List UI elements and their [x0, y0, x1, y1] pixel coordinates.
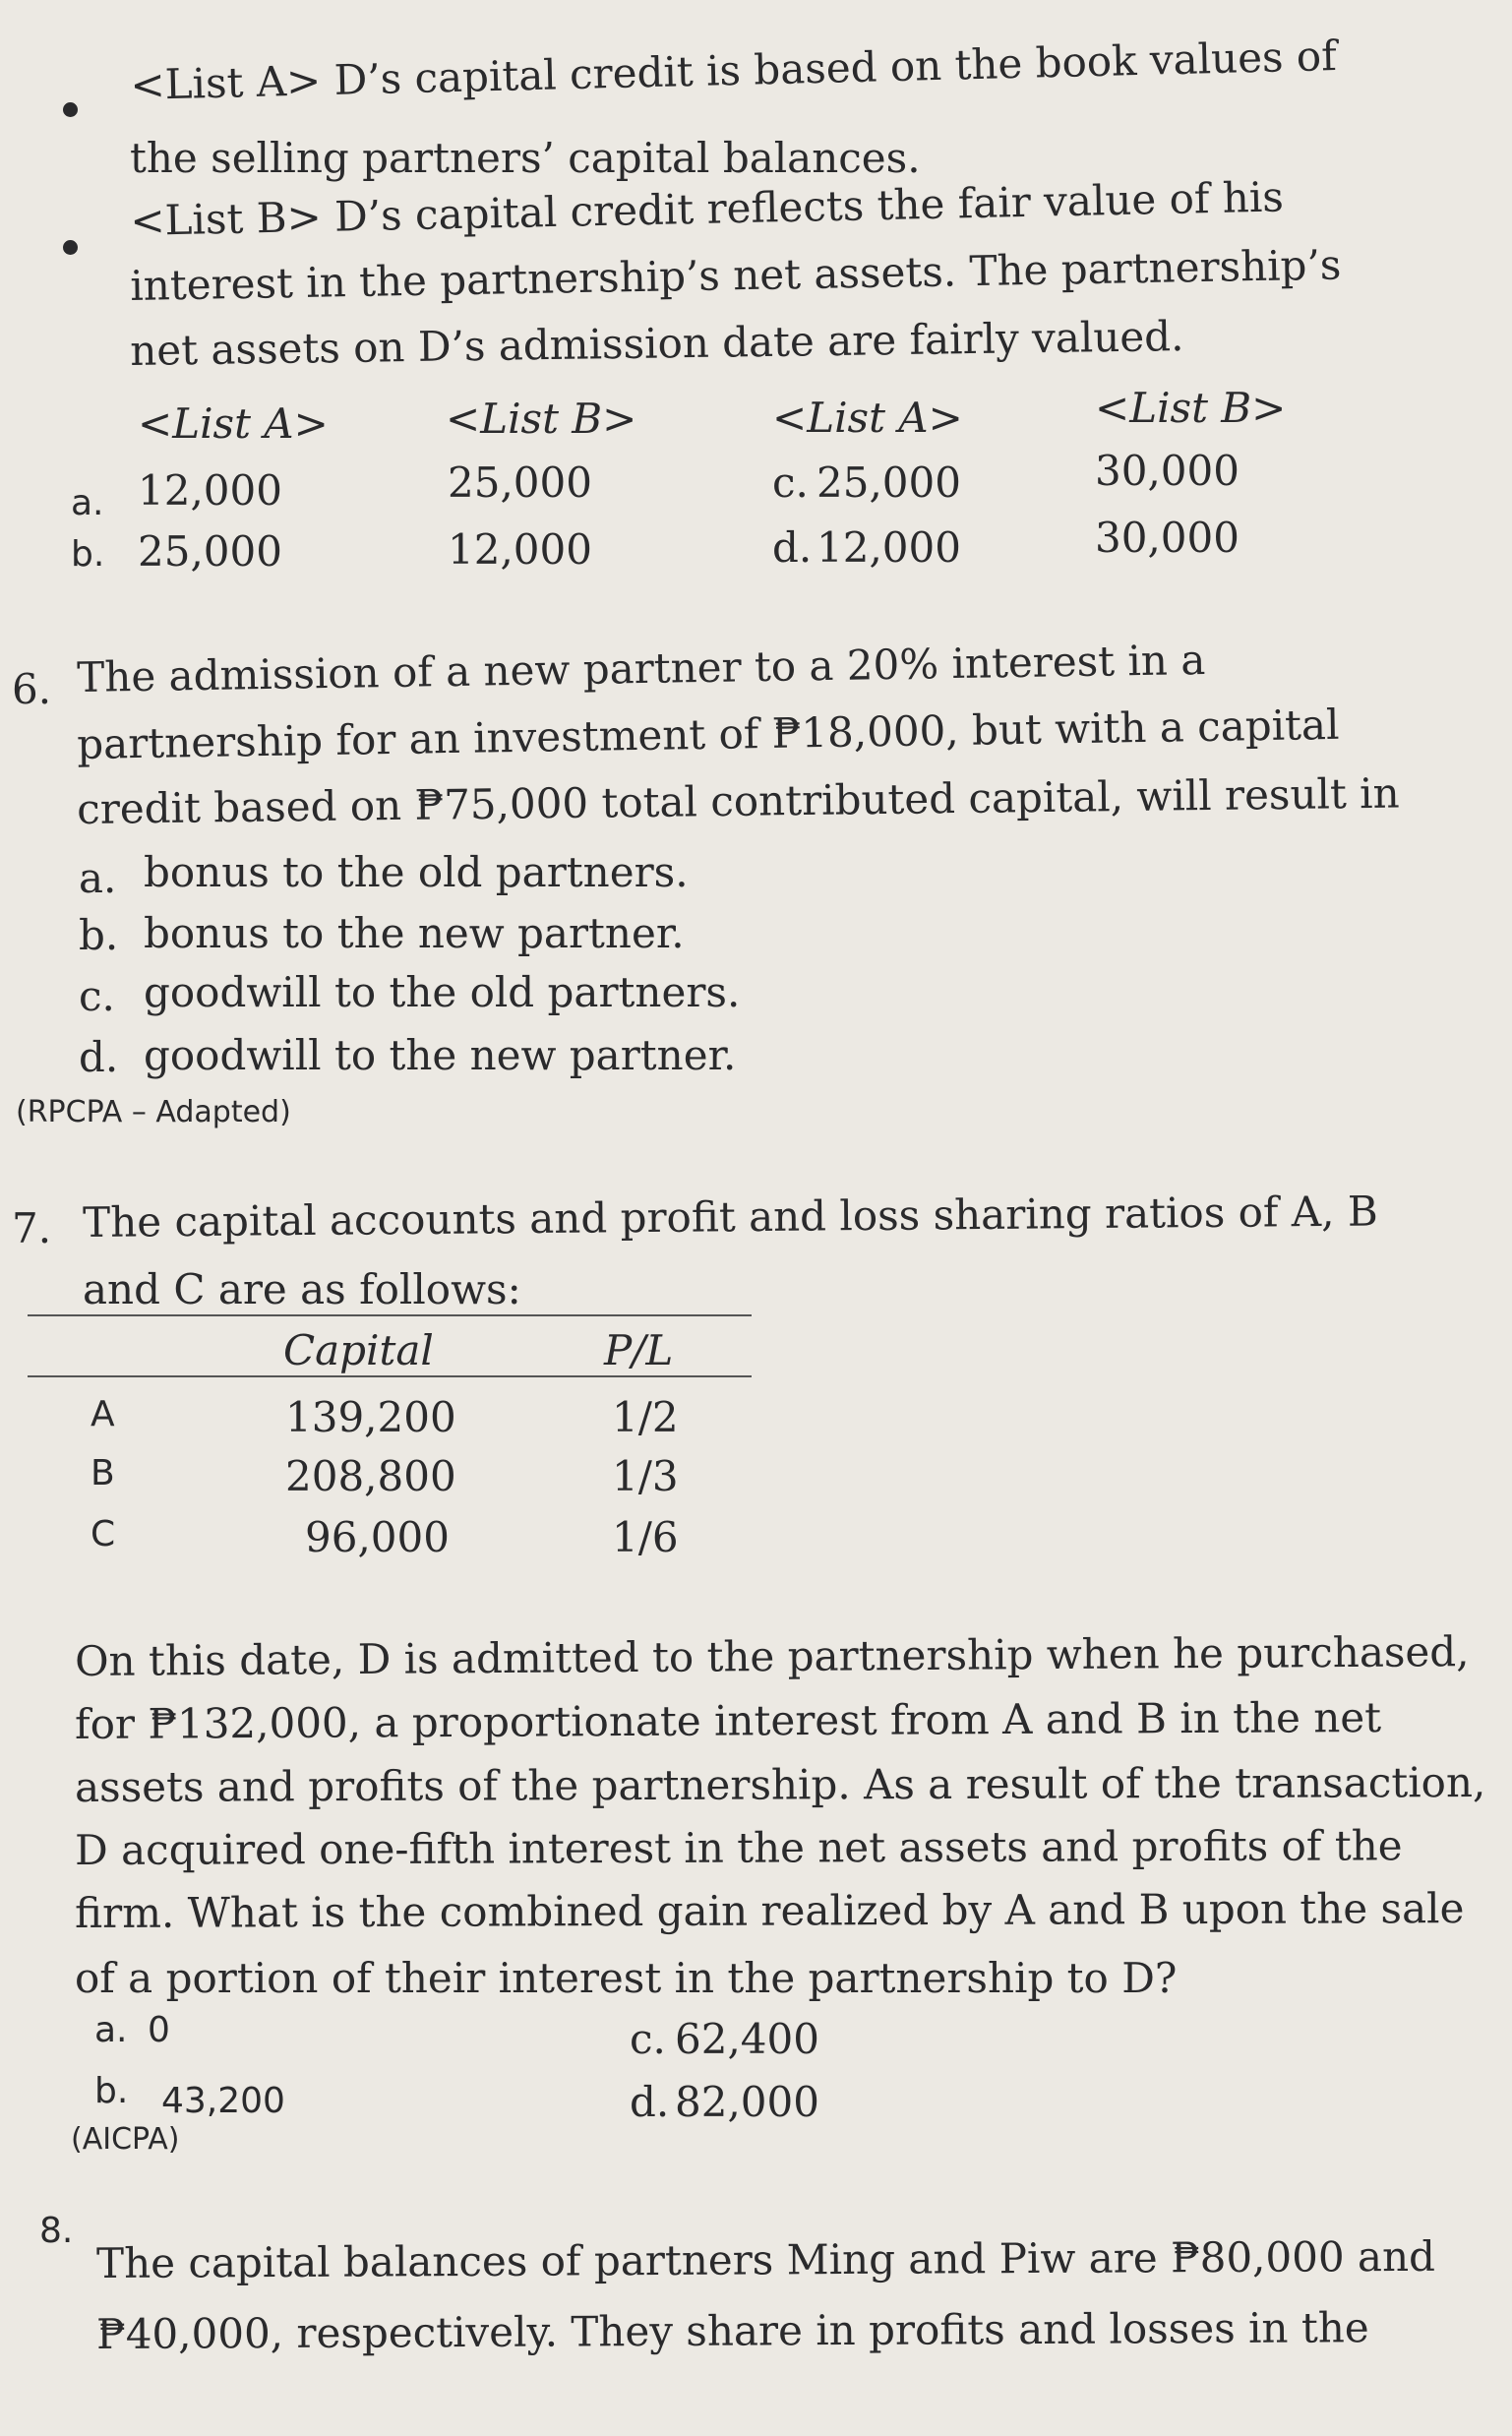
q6-line3: credit based on ₱75,000 total contributed capital, will result in: [76, 768, 1400, 833]
q7-paragraph-line5: firm. What is the combined gain realized by A and B upon the sale: [74, 1884, 1465, 1937]
q6-option-letter: d.: [79, 1033, 119, 1081]
q6-option-c-text: goodwill to the old partners.: [144, 968, 741, 1016]
q7-number: 7.: [12, 1204, 52, 1252]
q7-option-d-text: 82,000: [675, 2078, 819, 2126]
q7-row-pl: 1/2: [612, 1393, 679, 1441]
q6-number: 6.: [12, 665, 52, 713]
q6-option-letter: c.: [79, 972, 115, 1020]
q7-paragraph-line4: D acquired one-fifth interest in the net assets and profits of the: [74, 1821, 1403, 1874]
q5-header-list-b: <List B>: [1095, 384, 1287, 432]
q6-option-letter: b.: [79, 911, 119, 959]
q7-line2: and C are as follows:: [83, 1265, 521, 1313]
q7-row-partner: B: [91, 1453, 115, 1493]
q6-option-a-text: bonus to the old partners.: [144, 848, 689, 896]
q6-option-b-text: bonus to the new partner.: [144, 909, 685, 957]
q8-line1: The capital balances of partners Ming and Piw are ₱80,000 and: [95, 2231, 1436, 2287]
q7-source: (AICPA): [71, 2122, 180, 2157]
q5-choice-d-list-b: 30,000: [1095, 514, 1240, 562]
q5-choice-letter: a.: [71, 483, 104, 523]
q5-bullet-b-line1: <List B> D’s capital credit reflects the fair value of his: [129, 172, 1285, 245]
q5-bullet-a-line1: <List A> D’s capital credit is based on the book values of: [129, 31, 1338, 109]
q7-row-partner: A: [91, 1394, 115, 1434]
q5-choice-c-list-a: 25,000: [816, 458, 961, 507]
q8-line2: ₱40,000, respectively. They share in profits and losses in the: [95, 2303, 1369, 2358]
q6-line2: partnership for an investment of ₱18,000, but with a capital: [76, 700, 1340, 768]
q7-option-c-text: 62,400: [675, 2015, 819, 2063]
q7-paragraph-line3: assets and profits of the partnership. As a result of the transaction,: [74, 1757, 1486, 1811]
q5-choice-letter: d.: [772, 523, 813, 572]
q7-option-b-text: 43,200: [161, 2081, 285, 2121]
q5-header-list-b: <List B>: [446, 395, 637, 443]
q7-option-letter: d.: [630, 2078, 670, 2126]
q7-paragraph-line6: of a portion of their interest in the partnership to D?: [75, 1954, 1178, 2002]
q7-header-capital: Capital: [283, 1326, 434, 1374]
q7-row-capital: 96,000: [305, 1513, 450, 1561]
bullet-icon: [63, 102, 78, 117]
bullet-icon: [63, 240, 78, 255]
q7-row-capital: 208,800: [285, 1452, 456, 1500]
q6-option-letter: a.: [79, 854, 117, 902]
q7-option-a-text: 0: [148, 2010, 170, 2050]
q7-row-pl: 1/6: [612, 1513, 679, 1561]
q5-choice-b-list-b: 12,000: [448, 525, 592, 574]
q7-option-letter: b.: [94, 2071, 129, 2111]
q6-line1: The admission of a new partner to a 20% interest in a: [76, 635, 1206, 701]
q5-bullet-b-line3: net assets on D’s admission date are fairly valued.: [129, 312, 1184, 375]
q5-choice-letter: b.: [71, 534, 105, 575]
q5-header-list-a: <List A>: [138, 399, 329, 448]
table-rule-header: [28, 1375, 752, 1377]
q5-header-list-a: <List A>: [772, 394, 963, 442]
q7-row-partner: C: [91, 1514, 116, 1554]
q7-option-letter: c.: [630, 2015, 666, 2063]
q7-line1: The capital accounts and profit and loss sharing ratios of A, B: [82, 1187, 1378, 1247]
q7-paragraph-line2: for ₱132,000, a proportionate interest from A and B in the net: [74, 1693, 1382, 1748]
q7-header-pl: P/L: [604, 1326, 674, 1374]
q7-row-capital: 139,200: [285, 1393, 456, 1441]
q5-choice-d-list-a: 12,000: [816, 523, 961, 572]
q6-option-d-text: goodwill to the new partner.: [144, 1031, 737, 1079]
q5-choice-a-list-b: 25,000: [448, 458, 592, 507]
q7-option-letter: a.: [94, 2010, 128, 2050]
q7-row-pl: 1/3: [612, 1452, 679, 1500]
q5-choice-c-list-b: 30,000: [1095, 447, 1240, 495]
q6-source: (RPCPA – Adapted): [16, 1095, 291, 1129]
table-rule-top: [28, 1314, 752, 1316]
q5-choice-b-list-a: 25,000: [138, 527, 282, 576]
q5-choice-letter: c.: [772, 458, 809, 507]
q8-number: 8.: [39, 2211, 74, 2251]
q5-bullet-b-line2: interest in the partnership’s net assets. The partnership’s: [129, 240, 1342, 310]
q5-choice-a-list-a: 12,000: [138, 466, 282, 515]
q5-bullet-a-line2: the selling partners’ capital balances.: [130, 134, 921, 182]
q7-paragraph-line1: On this date, D is admitted to the partnership when he purchased,: [74, 1627, 1470, 1685]
